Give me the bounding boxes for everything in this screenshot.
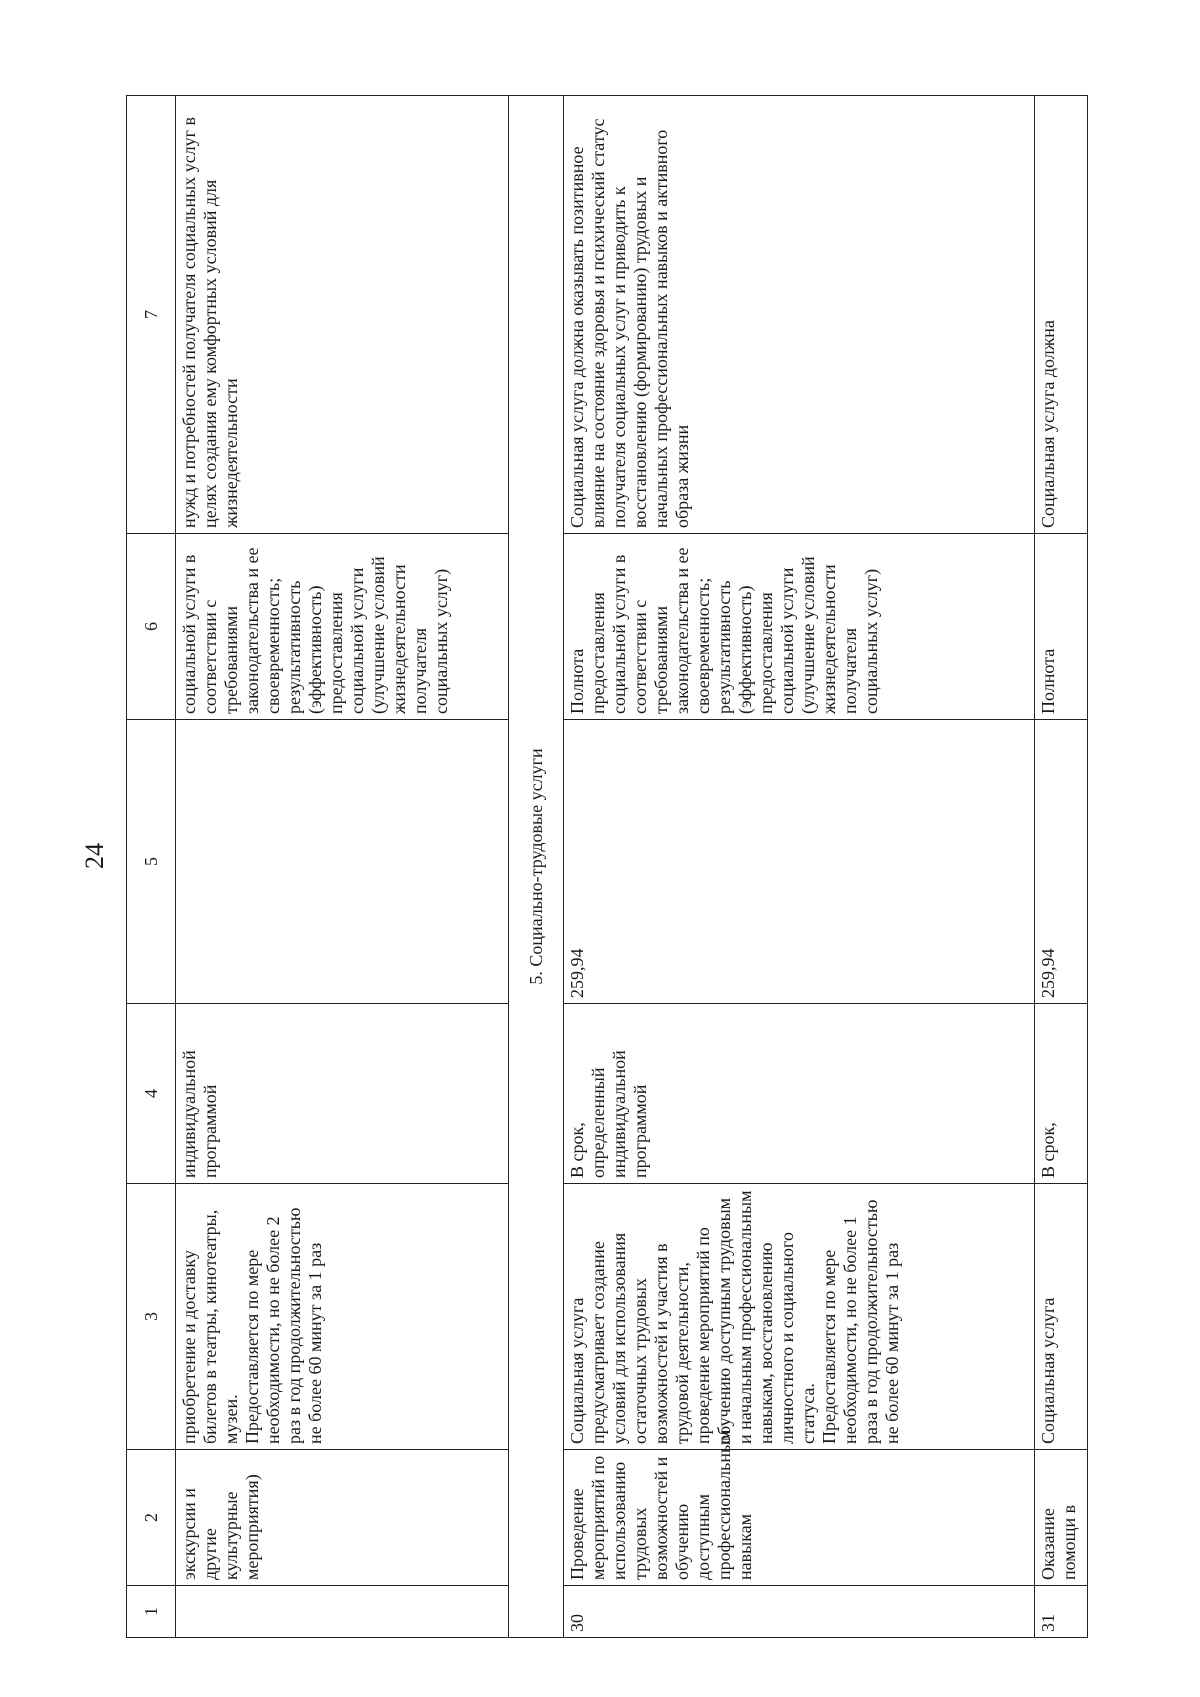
service-name-cell: Проведение мероприятий по использованию трудовых возможностей и обучению доступным профессиональным навыкам	[564, 1450, 1035, 1586]
table-row	[176, 96, 509, 1638]
service-conditions-cell: Социальная услуга должна оказывать позитивное влияние на состояние здоровья и психический статус получателя социальных услуг и приводить к восстановлению (формированию) трудовых и начальных профессиональных навыков и активного образа жизни	[564, 96, 1035, 534]
header-cell-1: 1	[127, 1586, 176, 1638]
header-cell-2: 2	[127, 1450, 176, 1586]
service-term-cell: В срок, определенный индивидуальной программой	[564, 1004, 1035, 1184]
quality-indicators-cell: социальной услуги в соответствии с требованиями законодательства и ее своевременность; результативность (эффективность) предоставления социальной услуги (улучшение условий жизнедеятельности получателя социальных услуг)	[176, 534, 509, 720]
service-term-cell: В срок,	[1035, 1004, 1088, 1184]
service-tariff-cell	[176, 720, 509, 1004]
service-tariff-cell: 259,94	[564, 720, 1035, 1004]
table-row	[1035, 96, 1088, 1638]
table-header-row	[127, 96, 176, 1638]
page-number: 24	[80, 843, 109, 869]
table-row	[564, 96, 1035, 1638]
service-description-cell: приобретение и доставку билетов в театры, кинотеатры, музеи. Предоставляется по мере необходимости, но не более 2 раз в год продолжительностью не более 60 минут за 1 раз	[176, 1184, 509, 1450]
services-table	[126, 95, 1088, 1638]
quality-indicators-cell: Полнота	[1035, 534, 1088, 720]
row-number-cell	[176, 1586, 509, 1638]
service-conditions-cell: нужд и потребностей получателя социальных услуг в целях создания ему комфортных условий для жизнедеятельности	[176, 96, 509, 534]
service-name-cell: Оказание помощи в	[1035, 1450, 1088, 1586]
service-name-cell: экскурсии и другие культурные мероприятия)	[176, 1450, 509, 1586]
quality-indicators-cell: Полнота предоставления социальной услуги в соответствии с требованиями законодательства и ее своевременность; результативность (эффективность) предоставления социальной услуги (улучшение условий жизнедеятельности получателя социальных услуг)	[564, 534, 1035, 720]
service-term-cell: индивидуальной программой	[176, 1004, 509, 1184]
rotated-table-wrapper	[126, 96, 1086, 1638]
row-number-cell: 31	[1035, 1586, 1088, 1638]
row-number-cell: 30	[564, 1586, 1035, 1638]
header-cell-7: 7	[127, 96, 176, 534]
service-tariff-cell: 259,94	[1035, 720, 1088, 1004]
header-cell-5: 5	[127, 720, 176, 1004]
service-conditions-cell: Социальная услуга должна	[1035, 96, 1088, 534]
service-description-cell: Социальная услуга предусматривает создание условий для использования остаточных трудовых возможностей и участия в трудовой деятельности, проведение мероприятий по обучению доступным трудовым и начальным профессиональным навыкам, восстановлению личностного и социального статуса. Предоставляется по мере необходимости, но не более 1 раза в год продолжительностью не более 60 минут за 1 раз	[564, 1184, 1035, 1450]
section-title: 5. Социально-трудовые услуги	[509, 96, 564, 1638]
header-cell-4: 4	[127, 1004, 176, 1184]
service-description-cell: Социальная услуга	[1035, 1184, 1088, 1450]
header-cell-6: 6	[127, 534, 176, 720]
section-heading-row	[509, 96, 564, 1638]
header-cell-3: 3	[127, 1184, 176, 1450]
